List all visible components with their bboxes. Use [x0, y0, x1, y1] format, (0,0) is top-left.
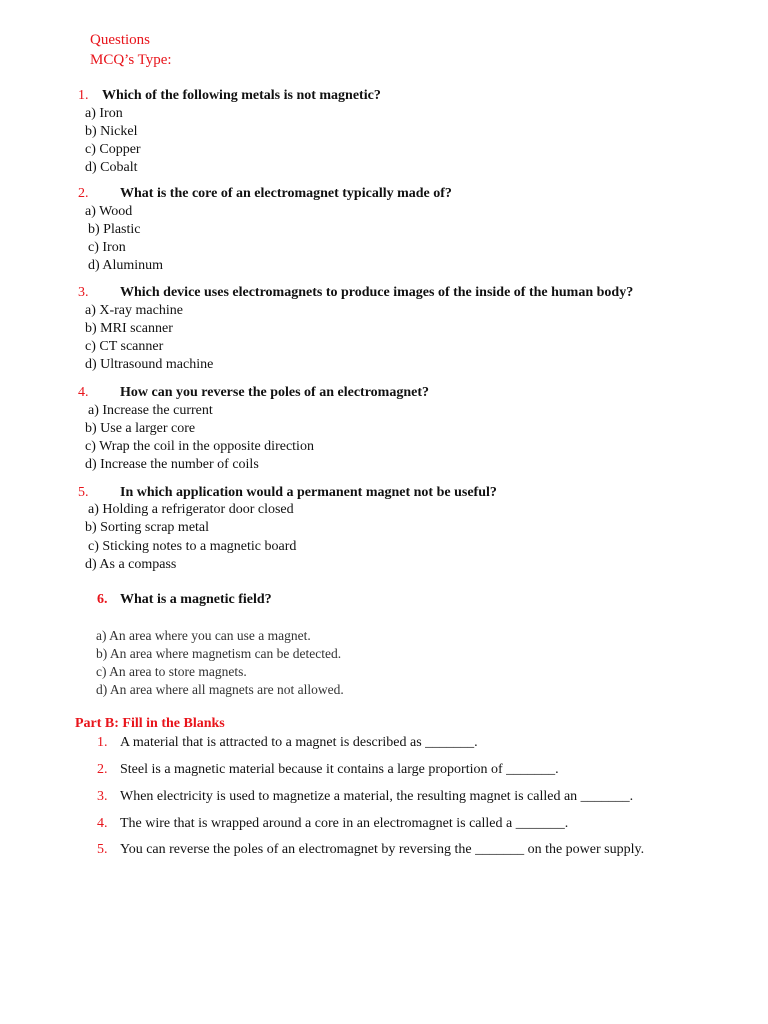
option: c) Copper — [85, 142, 141, 157]
option: c) Iron — [88, 240, 126, 255]
option: d) Aluminum — [88, 258, 164, 273]
question-text: In which application would a permanent magnet not be useful? — [120, 485, 497, 500]
option: a) X-ray machine — [85, 303, 183, 318]
question-text: Which device uses electromagnets to produce images of the inside of the human body? — [120, 285, 634, 300]
question-number: 6. — [97, 592, 108, 607]
question-number: 2. — [78, 186, 89, 201]
question-number: 1. — [78, 88, 89, 103]
item-number: 4. — [97, 816, 108, 831]
option: a) Increase the current — [88, 403, 213, 418]
option: b) Plastic — [88, 222, 141, 237]
option: a) Wood — [85, 204, 133, 219]
question-number: 5. — [78, 485, 89, 500]
item-number: 2. — [97, 762, 108, 777]
part-b-title: Part B: Fill in the Blanks — [75, 716, 225, 731]
question-text: What is a magnetic field? — [120, 592, 272, 607]
option: b) Sorting scrap metal — [85, 520, 210, 535]
fill-blank-item — [97, 734, 717, 752]
option: a) Holding a refrigerator door closed — [88, 502, 294, 517]
item-number: 1. — [97, 735, 108, 750]
question-text: Which of the following metals is not magnetic? — [102, 88, 381, 103]
option: b) An area where magnetism can be detected. — [96, 646, 342, 661]
item-number: 5. — [97, 842, 108, 857]
question-text: How can you reverse the poles of an electromagnet? — [120, 385, 429, 400]
option: d) An area where all magnets are not allowed. — [96, 682, 344, 697]
item-text: You can reverse the poles of an electromagnet by reversing the _______ on the power supply. — [120, 842, 645, 857]
option: c) Wrap the coil in the opposite direction — [85, 439, 314, 454]
item-text: Steel is a magnetic material because it contains a large proportion of _______. — [120, 762, 559, 777]
item-number: 3. — [97, 789, 108, 804]
option: b) MRI scanner — [85, 321, 173, 336]
option: a) An area where you can use a magnet. — [96, 628, 311, 643]
item-text: A material that is attracted to a magnet is described as _______. — [120, 735, 478, 750]
option: d) Increase the number of coils — [85, 457, 259, 472]
option: d) Ultrasound machine — [85, 357, 214, 372]
item-text: When electricity is used to magnetize a material, the resulting magnet is called an _______. — [120, 789, 634, 804]
option: a) Iron — [85, 106, 123, 121]
fill-blank-item — [97, 815, 717, 833]
option: b) Use a larger core — [85, 421, 196, 436]
page-title: Questions — [90, 32, 150, 48]
fill-blank-item — [97, 761, 717, 779]
question-text: What is the core of an electromagnet typically made of? — [120, 186, 452, 201]
option: c) Sticking notes to a magnetic board — [88, 539, 297, 554]
option: d) Cobalt — [85, 160, 138, 175]
option: b) Nickel — [85, 124, 138, 139]
question-number: 4. — [78, 385, 89, 400]
option: c) An area to store magnets. — [96, 664, 247, 679]
option: d) As a compass — [85, 557, 177, 572]
section-subtitle: MCQ’s Type: — [90, 52, 172, 68]
option: c) CT scanner — [85, 339, 164, 354]
fill-blank-item — [97, 788, 737, 806]
item-text: The wire that is wrapped around a core in an electromagnet is called a _______. — [120, 816, 569, 831]
fill-blank-item — [97, 841, 757, 859]
question-number: 3. — [78, 285, 89, 300]
